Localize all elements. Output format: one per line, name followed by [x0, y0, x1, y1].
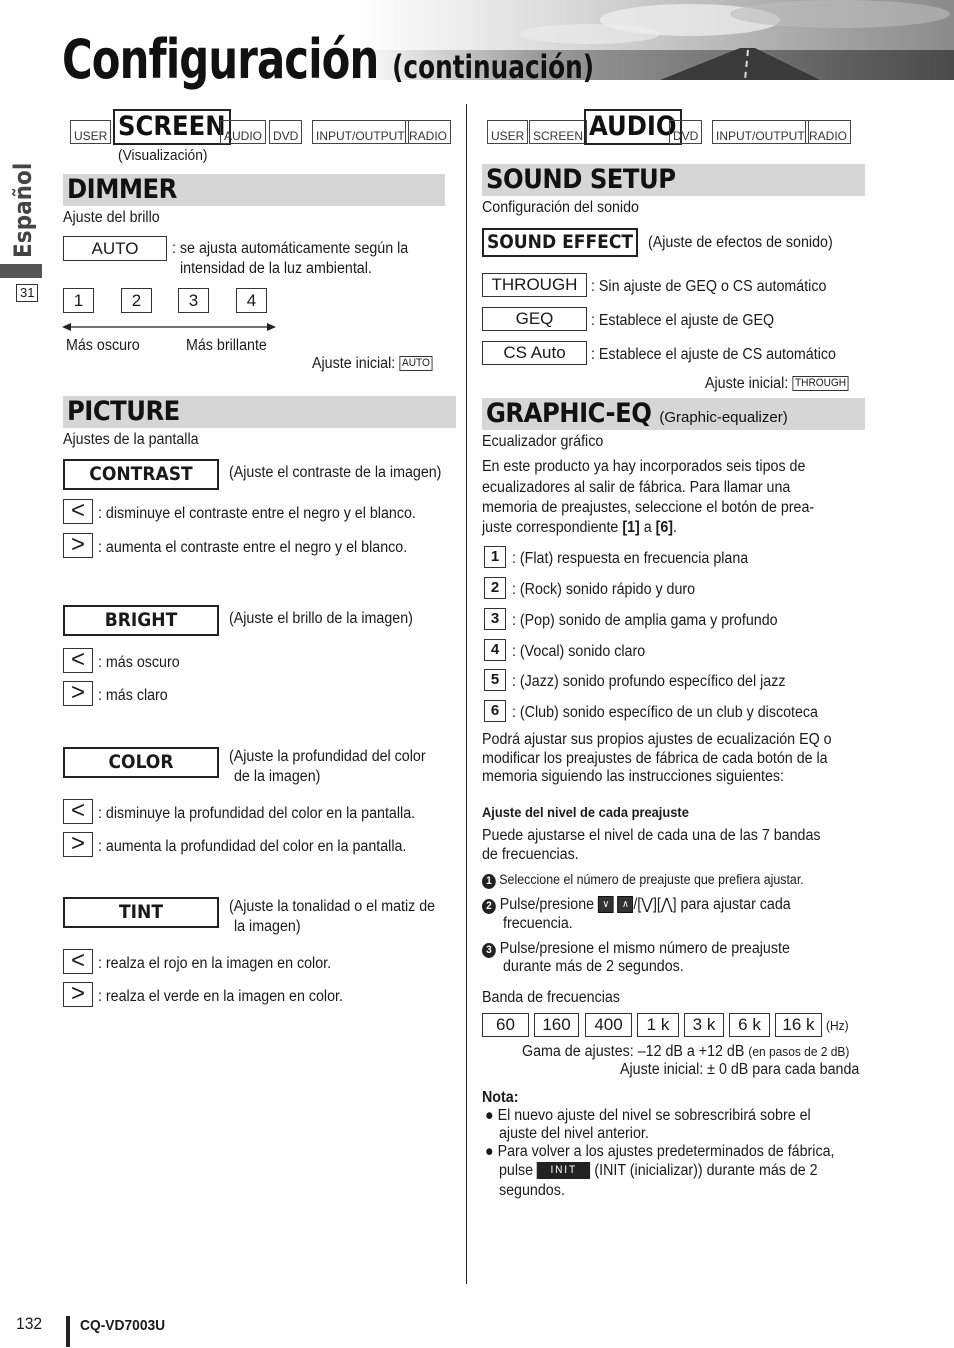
bright-note: (Ajuste el brillo de la imagen)	[229, 610, 413, 627]
band-1k: 1 k	[637, 1013, 679, 1037]
tint-note-1: (Ajuste la tonalidad o el matiz de	[229, 898, 436, 915]
dimmer-auto-option[interactable]: AUTO	[63, 236, 167, 261]
dimmer-auto-text-1: : se ajusta automáticamente según la	[172, 240, 409, 257]
column-divider	[466, 104, 467, 1284]
intro-4-text: juste correspondiente	[482, 519, 619, 536]
tab-input-output[interactable]: INPUT/OUTPUT	[312, 120, 409, 144]
level-desc-1: Puede ajustarse el nivel de cada una de las 7 bandas	[482, 827, 821, 844]
dimmer-initial-label: Ajuste inicial:	[312, 355, 396, 372]
page-subtitle: (continuación)	[392, 48, 595, 86]
custom-text-3: memoria siguiendo las instrucciones siguientes:	[482, 768, 784, 785]
color-note-1: (Ajuste la profundidad del color	[229, 748, 426, 765]
color-increase-button[interactable]: >	[63, 832, 93, 857]
option-through[interactable]: THROUGH	[482, 273, 587, 297]
preset-5-text: : (Jazz) sonido profundo específico del jazz	[512, 673, 786, 690]
note-2-text: Para volver a los ajustes predeterminados de fábrica,	[497, 1143, 835, 1160]
note-2-cont	[499, 1161, 818, 1181]
step-3-text: Pulse/presione el mismo número de preajuste	[499, 940, 790, 957]
dimmer-initial-value: AUTO	[399, 356, 432, 371]
tab-user-right[interactable]: USER	[487, 120, 528, 144]
sound-initial-value: THROUGH	[792, 376, 849, 391]
dimmer-level-1[interactable]: 1	[63, 288, 94, 313]
dimmer-initial	[312, 354, 433, 374]
step-2-number: 2	[482, 899, 496, 914]
language-label: Español	[9, 162, 37, 258]
contrast-note: (Ajuste el contraste de la imagen)	[229, 464, 442, 481]
step-2-text-b: /[	[633, 896, 642, 913]
preset-4-button[interactable]: 4	[484, 639, 506, 661]
sound-initial	[705, 374, 849, 394]
color-decrease-text: : disminuye la profundidad del color en la pantalla.	[98, 805, 416, 822]
tab-audio-right[interactable]: AUDIO	[584, 109, 682, 145]
up-button-icon[interactable]: ∧	[618, 896, 634, 913]
note-1-bullet: ●	[485, 1107, 494, 1124]
note-2	[485, 1142, 834, 1162]
color-increase-text: : aumenta la profundidad del color en la pantalla.	[98, 838, 407, 855]
color-note-2: de la imagen)	[234, 768, 321, 785]
option-cs-auto-text: : Establece el ajuste de CS automático	[591, 346, 836, 363]
tab-audio[interactable]: AUDIO	[220, 120, 266, 144]
picture-heading: PICTURE	[63, 396, 456, 428]
contrast-decrease-button[interactable]: <	[63, 499, 93, 524]
band-160: 160	[534, 1013, 579, 1037]
page-title-text: Configuración	[62, 28, 379, 91]
tint-decrease-button[interactable]: <	[63, 949, 93, 974]
step-1-number: 1	[482, 874, 496, 889]
preset-5-button[interactable]: 5	[484, 669, 506, 691]
step-2-text-a: Pulse/presione	[499, 896, 595, 913]
note-2-pulse: pulse	[499, 1162, 534, 1179]
intro-preset-last: [6]	[655, 519, 674, 536]
band-range-step: (en pasos de 2 dB)	[748, 1044, 850, 1059]
band-3k: 3 k	[684, 1013, 724, 1037]
dimmer-auto-text-2: intensidad de la luz ambiental.	[180, 260, 372, 277]
option-cs-auto[interactable]: CS Auto	[482, 341, 587, 365]
section-page-ref: 31	[16, 284, 38, 302]
graphic-eq-intro-2: ecualizadores al salir de fábrica. Para llamar una	[482, 479, 791, 496]
tab-radio[interactable]: RADIO	[405, 120, 451, 144]
note-2-bullet: ●	[485, 1143, 494, 1160]
graphic-eq-intro-3: memoria de preajustes, seleccione el botón de prea-	[482, 499, 815, 516]
dimmer-level-4[interactable]: 4	[236, 288, 267, 313]
note-1-cont: ajuste del nivel anterior.	[499, 1125, 649, 1142]
preset-2-text: : (Rock) sonido rápido y duro	[512, 581, 696, 598]
sound-setup-heading: SOUND SETUP	[482, 164, 865, 196]
note-2-end: segundos.	[499, 1182, 565, 1199]
page-number: 132	[16, 1314, 43, 1333]
note-1	[485, 1106, 811, 1126]
note-1-text: El nuevo ajuste del nivel se sobrescribirá sobre el	[497, 1107, 811, 1124]
band-6k: 6 k	[729, 1013, 770, 1037]
picture-desc: Ajustes de la pantalla	[63, 431, 199, 448]
tab-screen-right[interactable]: SCREEN	[529, 120, 587, 144]
graphic-eq-title-note: (Graphic-equalizer)	[659, 409, 788, 426]
band-title: Banda de frecuencias	[482, 989, 620, 1006]
graphic-eq-intro-1: En este producto ya hay incorporados seis tipos de	[482, 458, 806, 475]
step-2-cont: frecuencia.	[503, 915, 573, 932]
custom-text-1: Podrá ajustar sus propios ajustes de ecualización EQ o	[482, 731, 832, 748]
tab-user[interactable]: USER	[70, 120, 111, 144]
contrast-decrease-text: : disminuye el contraste entre el negro y el blanco.	[98, 505, 416, 522]
preset-1-button[interactable]: 1	[484, 546, 506, 568]
tab-radio-right[interactable]: RADIO	[805, 120, 851, 144]
tint-note-2: la imagen)	[234, 918, 301, 935]
preset-3-text: : (Pop) sonido de amplia gama y profundo	[512, 612, 778, 629]
step-3-number: 3	[482, 943, 496, 958]
model-number: CQ-VD7003U	[80, 1317, 166, 1334]
option-geq[interactable]: GEQ	[482, 307, 587, 331]
bright-increase-button[interactable]: >	[63, 681, 93, 706]
dimmer-darker-label: Más oscuro	[66, 337, 140, 354]
bright-key[interactable]: BRIGHT	[63, 605, 219, 636]
tint-decrease-text: : realza el rojo en la imagen en color.	[98, 955, 332, 972]
preset-6-text: : (Club) sonido específico de un club y discoteca	[512, 704, 818, 721]
sound-effect-note: (Ajuste de efectos de sonido)	[648, 234, 833, 251]
intro-a: a	[639, 519, 656, 536]
band-60: 60	[482, 1013, 529, 1037]
band-initial: Ajuste inicial: ± 0 dB para cada banda	[620, 1061, 860, 1078]
intro-preset-first: [1]	[622, 519, 640, 536]
preset-6-button[interactable]: 6	[484, 700, 506, 722]
option-geq-text: : Establece el ajuste de GEQ	[591, 312, 775, 329]
bright-decrease-button[interactable]: <	[63, 648, 93, 673]
color-key[interactable]: COLOR	[63, 747, 219, 778]
intro-end: .	[673, 519, 678, 536]
step-3	[482, 939, 790, 959]
init-button[interactable]: INIT	[537, 1162, 590, 1179]
preset-1-text: : (Flat) respuesta en frecuencia plana	[512, 550, 749, 567]
level-title: Ajuste del nivel de cada preajuste	[482, 804, 689, 820]
tab-input-output-right[interactable]: INPUT/OUTPUT	[712, 120, 809, 144]
sound-setup-desc: Configuración del sonido	[482, 199, 639, 216]
step-2-text-c: ][	[652, 896, 661, 913]
band-range-text: Gama de ajustes: –12 dB a +12 dB	[522, 1043, 745, 1060]
tint-key[interactable]: TINT	[63, 897, 219, 928]
sound-initial-label: Ajuste inicial:	[705, 375, 789, 392]
preset-3-button[interactable]: 3	[484, 608, 506, 630]
footer-bar	[66, 1316, 70, 1347]
option-through-text: : Sin ajuste de GEQ o CS automático	[591, 278, 827, 295]
step-1	[482, 870, 804, 890]
level-desc-2: de frecuencias.	[482, 846, 579, 863]
custom-text-2: modificar los preajustes de fábrica de cada botón de la	[482, 750, 828, 767]
graphic-eq-title: GRAPHIC-EQ	[486, 398, 652, 429]
graphic-eq-desc: Ecualizador gráfico	[482, 433, 604, 450]
band-unit: (Hz)	[826, 1018, 849, 1033]
up-arrow-icon: ⋀	[660, 896, 673, 913]
band-400: 400	[585, 1013, 632, 1037]
dimmer-level-3[interactable]: 3	[178, 288, 209, 313]
dimmer-level-2[interactable]: 2	[121, 288, 152, 313]
contrast-increase-text: : aumenta el contraste entre el negro y el blanco.	[98, 539, 408, 556]
note-title: Nota:	[482, 1089, 519, 1106]
step-1-text: Seleccione el número de preajuste que prefiera ajustar.	[499, 872, 804, 887]
down-arrow-icon: ⋁	[641, 896, 653, 913]
contrast-key[interactable]: CONTRAST	[63, 459, 219, 490]
dimmer-heading: DIMMER	[63, 174, 445, 206]
dimmer-desc: Ajuste del brillo	[63, 209, 160, 226]
preset-2-button[interactable]: 2	[484, 577, 506, 599]
bright-decrease-text: : más oscuro	[98, 654, 180, 671]
bright-increase-text: : más claro	[98, 687, 168, 704]
page-title	[62, 28, 594, 91]
tab-dvd[interactable]: DVD	[269, 120, 302, 144]
tab-caption: (Visualización)	[118, 147, 208, 164]
tab-screen[interactable]: SCREEN	[113, 109, 231, 145]
contrast-increase-button[interactable]: >	[63, 533, 93, 558]
preset-4-text: : (Vocal) sonido claro	[512, 643, 646, 660]
dimmer-range-arrow	[62, 320, 276, 334]
step-2	[482, 895, 791, 915]
language-tab-bar	[0, 264, 42, 278]
note-2-init-text: (INIT (inicializar)) durante más de 2	[594, 1162, 818, 1179]
down-button-icon[interactable]: ∨	[598, 896, 614, 913]
sound-effect-key[interactable]: SOUND EFFECT	[482, 228, 638, 257]
color-decrease-button[interactable]: <	[63, 799, 93, 824]
graphic-eq-heading	[482, 398, 865, 430]
tint-increase-button[interactable]: >	[63, 982, 93, 1007]
band-16k: 16 k	[775, 1013, 822, 1037]
band-range	[522, 1042, 849, 1062]
dimmer-brighter-label: Más brillante	[186, 337, 267, 354]
graphic-eq-intro-4	[482, 518, 677, 538]
tab-dvd-right[interactable]: DVD	[669, 120, 702, 144]
step-2-text-d: ] para ajustar cada	[672, 896, 791, 913]
step-3-cont: durante más de 2 segundos.	[503, 958, 684, 975]
tint-increase-text: : realza el verde en la imagen en color.	[98, 988, 343, 1005]
